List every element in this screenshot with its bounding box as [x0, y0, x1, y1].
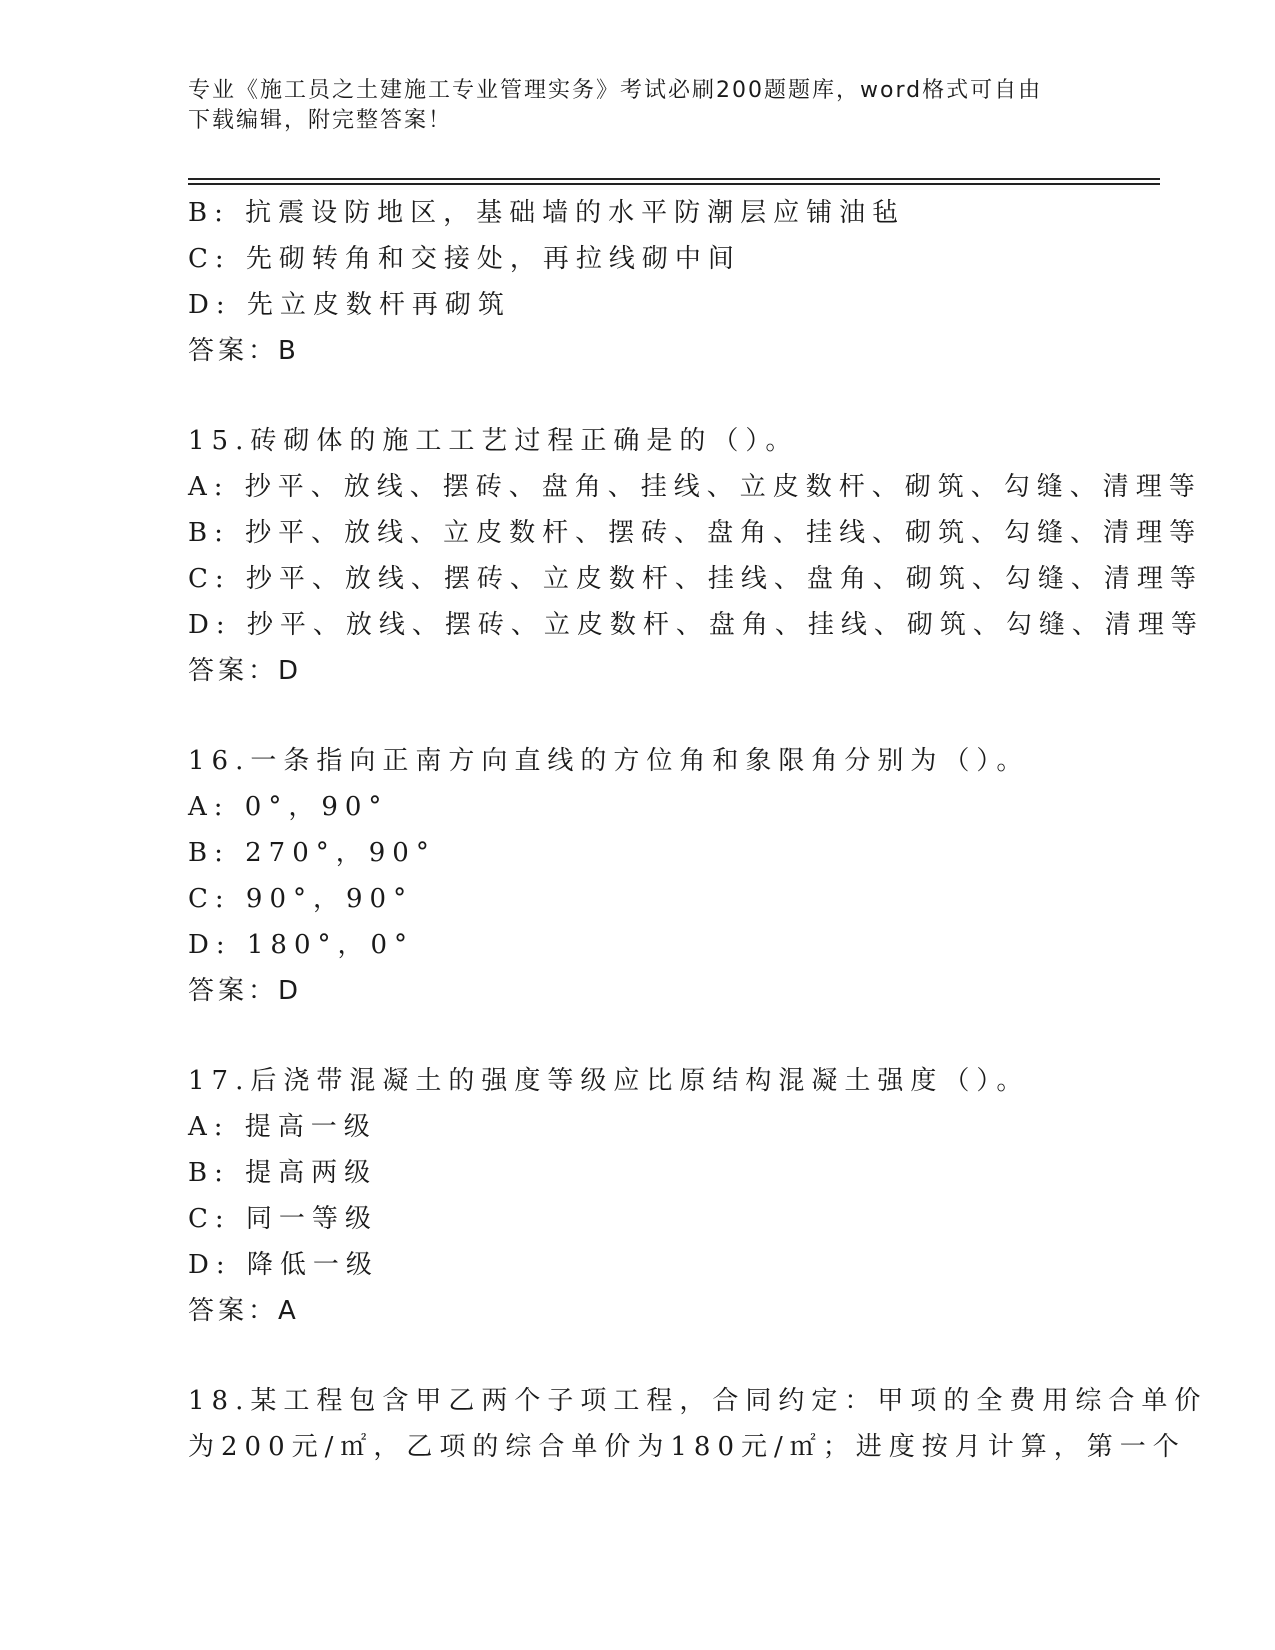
- q17-option-b: B: 提高两级: [188, 1158, 378, 1188]
- q15-answer: 答案：D: [188, 656, 303, 686]
- q15-question: 15.砖砌体的施工工艺过程正确是的（）。: [188, 426, 799, 456]
- q17-question: 17.后浇带混凝土的强度等级应比原结构混凝土强度（）。: [188, 1066, 1030, 1096]
- q16-question: 16.一条指向正南方向直线的方位角和象限角分别为（）。: [188, 746, 1030, 776]
- question-17-block: [188, 1058, 1168, 1334]
- q18-question-line-2: 为200元/㎡，乙项的综合单价为180元/㎡；进度按月计算，第一个: [188, 1432, 1186, 1462]
- header-line-2: 下载编辑，附完整答案！: [188, 108, 453, 133]
- spacer: [188, 1014, 1168, 1058]
- q14-answer: 答案：B: [188, 336, 300, 366]
- spacer: [188, 694, 1168, 738]
- q14-option-d: D: 先立皮数杆再砌筑: [188, 290, 511, 320]
- q15-option-c: C: 抄平、放线、摆砖、立皮数杆、挂线、盘角、砌筑、勾缝、清理等: [188, 564, 1203, 594]
- question-content: [188, 190, 1208, 1470]
- q15-option-b: B: 抄平、放线、立皮数杆、摆砖、盘角、挂线、砌筑、勾缝、清理等: [188, 518, 1203, 548]
- q14-option-b: B: 抗震设防地区，基础墙的水平防潮层应铺油毡: [188, 198, 906, 228]
- q16-option-b: B: 270°，90°: [188, 838, 436, 868]
- q14-option-c: C: 先砌转角和交接处，再拉线砌中间: [188, 244, 741, 274]
- q15-option-a: A: 抄平、放线、摆砖、盘角、挂线、立皮数杆、砌筑、勾缝、清理等: [188, 472, 1202, 502]
- spacer: [188, 374, 1168, 418]
- q17-answer: 答案：A: [188, 1296, 300, 1326]
- q16-option-a: A: 0°，90°: [188, 792, 389, 822]
- header-line-1: 专业《施工员之土建施工专业管理实务》考试必刷200题题库，word格式可自由: [188, 78, 1043, 103]
- document-header: [188, 76, 1088, 136]
- q17-option-c: C: 同一等级: [188, 1204, 378, 1234]
- q15-option-d: D: 抄平、放线、摆砖、立皮数杆、盘角、挂线、砌筑、勾缝、清理等: [188, 610, 1204, 640]
- q18-question-line-1: 18.某工程包含甲乙两个子项工程，合同约定：甲项的全费用综合单价: [188, 1386, 1208, 1416]
- q16-option-c: C: 90°，90°: [188, 884, 414, 914]
- q16-answer: 答案：D: [188, 976, 303, 1006]
- header-divider-bottom: [188, 183, 1160, 185]
- q17-option-d: D: 降低一级: [188, 1250, 379, 1280]
- header-divider-top: [188, 178, 1160, 180]
- q17-option-a: A: 提高一级: [188, 1112, 377, 1142]
- spacer: [188, 1334, 1168, 1378]
- question-15-block: [188, 418, 1204, 694]
- question-18-block: [188, 1378, 1208, 1470]
- question-14-block: [188, 190, 1168, 374]
- question-16-block: [188, 738, 1168, 1014]
- q16-option-d: D: 180°，0°: [188, 930, 415, 960]
